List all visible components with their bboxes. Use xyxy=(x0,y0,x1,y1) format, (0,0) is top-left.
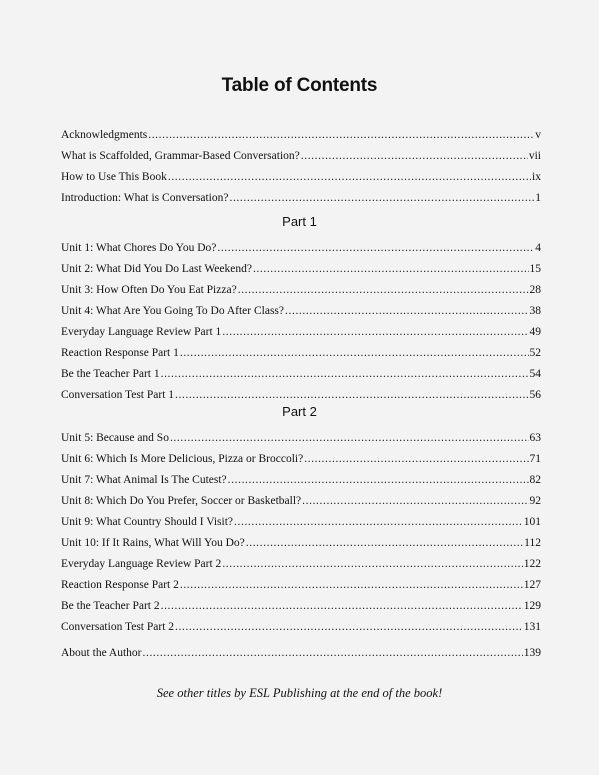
toc-entry[interactable] xyxy=(61,345,541,361)
dot-leader xyxy=(301,148,528,164)
toc-entry-title: Everyday Language Review Part 2 xyxy=(61,558,222,570)
toc-entry-title: Unit 3: How Often Do You Eat Pizza? xyxy=(61,284,237,296)
toc-entry[interactable] xyxy=(61,619,541,635)
toc-entry[interactable] xyxy=(61,645,541,661)
dot-leader xyxy=(168,169,531,185)
dot-leader xyxy=(304,451,528,467)
toc-entry-page: 92 xyxy=(529,495,541,507)
toc-entry-page: 54 xyxy=(529,368,541,380)
part1-heading: Part 1 xyxy=(282,214,317,229)
toc-entry-page: 112 xyxy=(524,537,541,549)
toc-entry-page: 122 xyxy=(523,558,541,570)
toc-entry-page: 129 xyxy=(523,600,541,612)
dot-leader xyxy=(253,261,529,277)
dot-leader xyxy=(285,303,528,319)
toc-entry[interactable] xyxy=(61,514,541,530)
dot-leader xyxy=(143,645,523,661)
toc-entry-page: 63 xyxy=(529,432,541,444)
dot-leader xyxy=(170,430,529,446)
toc-entry[interactable] xyxy=(61,387,541,403)
toc-entry-title: Unit 8: Which Do You Prefer, Soccer or Basketball? xyxy=(61,495,302,507)
toc-entry[interactable] xyxy=(61,577,541,593)
toc-entry[interactable] xyxy=(61,430,541,446)
toc-entry-page: 4 xyxy=(535,242,541,254)
toc-entry[interactable] xyxy=(61,240,541,256)
toc-entry-page: 15 xyxy=(529,263,541,275)
dot-leader xyxy=(222,556,522,572)
toc-entry-page: 139 xyxy=(523,647,541,659)
dot-leader xyxy=(234,514,523,530)
toc-entry[interactable] xyxy=(61,169,541,185)
toc-entry[interactable] xyxy=(61,366,541,382)
toc-entry[interactable] xyxy=(61,282,541,298)
dot-leader xyxy=(238,282,529,298)
dot-leader xyxy=(229,190,534,206)
toc-entry-title: Unit 4: What Are You Going To Do After Class? xyxy=(61,305,285,317)
toc-entry[interactable] xyxy=(61,148,541,164)
toc-entry-page: 52 xyxy=(529,347,541,359)
footer-note: See other titles by ESL Publishing at the end of the book! xyxy=(156,686,443,700)
toc-entry[interactable] xyxy=(61,556,541,572)
toc-entry-page: v xyxy=(535,129,541,141)
toc-entry-page: vii xyxy=(528,150,541,162)
dot-leader xyxy=(161,366,529,382)
toc-entry-page: 82 xyxy=(529,474,541,486)
toc-entry-page: 1 xyxy=(535,192,541,204)
part2-heading: Part 2 xyxy=(282,404,317,419)
toc-entry[interactable] xyxy=(61,190,541,206)
toc-entry-title: Unit 9: What Country Should I Visit? xyxy=(61,516,234,528)
toc-entry-title: Unit 6: Which Is More Delicious, Pizza or Broccoli? xyxy=(61,453,304,465)
dot-leader xyxy=(222,324,528,340)
dot-leader xyxy=(228,472,529,488)
toc-entry[interactable] xyxy=(61,472,541,488)
toc-entry[interactable] xyxy=(61,493,541,509)
toc-entry-title: About the Author xyxy=(61,647,142,659)
dot-leader xyxy=(180,345,529,361)
dot-leader xyxy=(148,127,534,143)
toc-entry-page: 49 xyxy=(529,326,541,338)
toc-entry-page: 28 xyxy=(529,284,541,296)
toc-entry-page: 56 xyxy=(529,389,541,401)
toc-entry-page: 127 xyxy=(523,579,541,591)
toc-entry-title: How to Use This Book xyxy=(61,171,167,183)
toc-entry-page: 101 xyxy=(523,516,541,528)
toc-entry-title: Unit 5: Because and So xyxy=(61,432,169,444)
dot-leader xyxy=(175,619,523,635)
toc-entry[interactable] xyxy=(61,261,541,277)
dot-leader xyxy=(161,598,523,614)
dot-leader xyxy=(217,240,534,256)
toc-entry-title: Conversation Test Part 1 xyxy=(61,389,175,401)
toc-entry[interactable] xyxy=(61,127,541,143)
toc-entry-title: Reaction Response Part 2 xyxy=(61,579,179,591)
toc-entry-title: Conversation Test Part 2 xyxy=(61,621,175,633)
toc-entry[interactable] xyxy=(61,598,541,614)
page-title: Table of Contents xyxy=(221,75,378,96)
toc-entry-title: Unit 2: What Did You Do Last Weekend? xyxy=(61,263,252,275)
toc-entry-page: 71 xyxy=(529,453,541,465)
toc-entry-title: Be the Teacher Part 2 xyxy=(61,600,160,612)
toc-entry[interactable] xyxy=(61,451,541,467)
toc-entry-title: Unit 10: If It Rains, What Will You Do? xyxy=(61,537,245,549)
toc-entry-page: 38 xyxy=(529,305,541,317)
dot-leader xyxy=(180,577,523,593)
toc-entry-page: ix xyxy=(532,171,541,183)
toc-entry-title: Be the Teacher Part 1 xyxy=(61,368,160,380)
toc-entry-title: Unit 7: What Animal Is The Cutest? xyxy=(61,474,227,486)
toc-entry-title: Acknowledgments xyxy=(61,129,148,141)
toc-entry-title: What is Scaffolded, Grammar-Based Conversation? xyxy=(61,150,300,162)
toc-entry-title: Reaction Response Part 1 xyxy=(61,347,179,359)
dot-leader xyxy=(175,387,528,403)
toc-entry[interactable] xyxy=(61,324,541,340)
toc-entry-page: 131 xyxy=(523,621,541,633)
toc-entry-title: Introduction: What is Conversation? xyxy=(61,192,229,204)
toc-entry-title: Everyday Language Review Part 1 xyxy=(61,326,222,338)
dot-leader xyxy=(302,493,528,509)
toc-entry[interactable] xyxy=(61,535,541,551)
toc-entry-title: Unit 1: What Chores Do You Do? xyxy=(61,242,217,254)
dot-leader xyxy=(246,535,523,551)
toc-entry[interactable] xyxy=(61,303,541,319)
